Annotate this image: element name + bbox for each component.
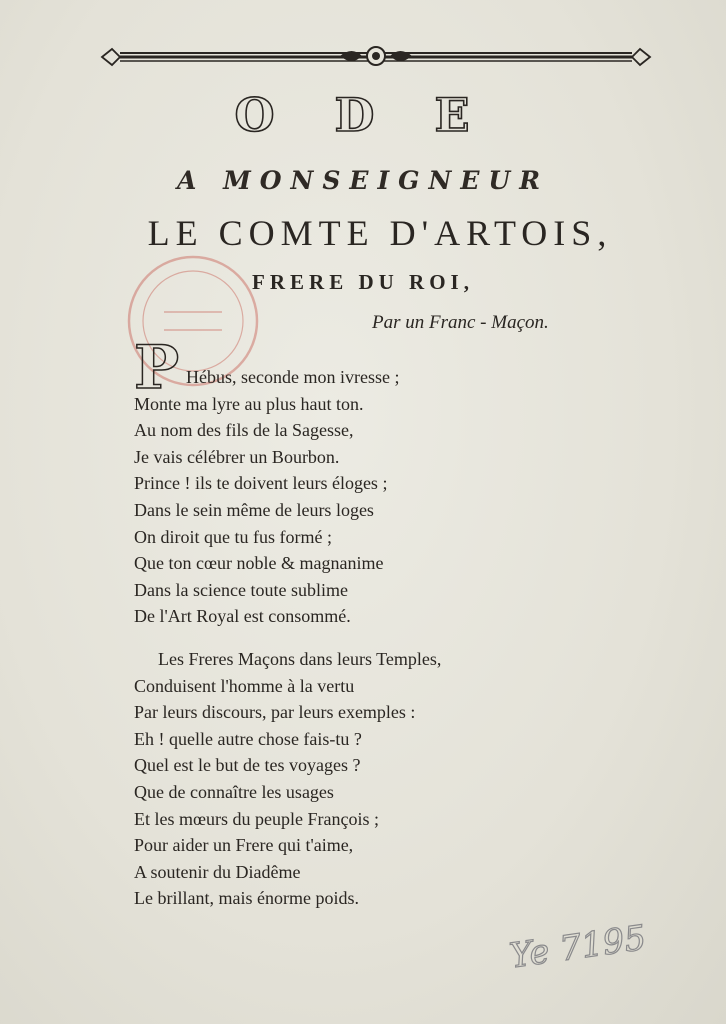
verse-line: Dans la science toute sublime	[134, 579, 348, 600]
verse-line: De l'Art Royal est consommé.	[134, 606, 351, 627]
reverse-side-bleed-through	[560, 75, 720, 975]
verse-line: Hébus, seconde mon ivresse ;	[186, 367, 400, 387]
verse-line: Le brillant, mais énorme poids.	[134, 888, 359, 909]
verse-line: Quel est le but de tes voyages ?	[134, 755, 361, 776]
verse-line: Les Freres Maçons dans leurs Temples,	[158, 649, 442, 669]
verse-line: Au nom des fils de la Sagesse,	[134, 420, 354, 441]
stanza-2	[134, 646, 554, 912]
byline: Par un Franc - Maçon.	[372, 312, 549, 333]
verse-line: Conduisent l'homme à la vertu	[134, 675, 355, 696]
title-dedication: A MONSEIGNEUR	[176, 166, 550, 195]
shelfmark-text: Ye 7195	[507, 917, 649, 977]
title-ode: O D E	[234, 88, 492, 142]
verse-line: Par leurs discours, par leurs exemples :	[134, 702, 416, 723]
stanza-1	[134, 364, 554, 630]
verse-line: Je vais célébrer un Bourbon.	[134, 446, 340, 467]
verse-line: Monte ma lyre au plus haut ton.	[134, 393, 364, 414]
verse-line: Que de connaître les usages	[134, 781, 334, 802]
verse-line: A soutenir du Diadême	[134, 861, 301, 882]
verse-line: Eh ! quelle autre chose fais-tu ?	[134, 728, 362, 749]
verse-line: Dans le sein même de leurs loges	[134, 499, 374, 520]
verse-line: Que ton cœur noble & magnanime	[134, 553, 384, 574]
verse-line: Prince ! ils te doivent leurs éloges ;	[134, 473, 388, 494]
title-comte: LE COMTE D'ARTOIS,	[147, 213, 613, 253]
verse-line: On diroit que tu fus formé ;	[134, 526, 332, 547]
title-frere: FRERE DU ROI,	[252, 270, 474, 294]
verse-line: Pour aider un Frere qui t'aime,	[134, 835, 354, 856]
handwritten-shelfmark	[505, 910, 649, 980]
drop-cap: P	[134, 333, 180, 403]
header-ornament	[100, 44, 652, 70]
verse-line: Et les mœurs du peuple François ;	[134, 808, 379, 829]
